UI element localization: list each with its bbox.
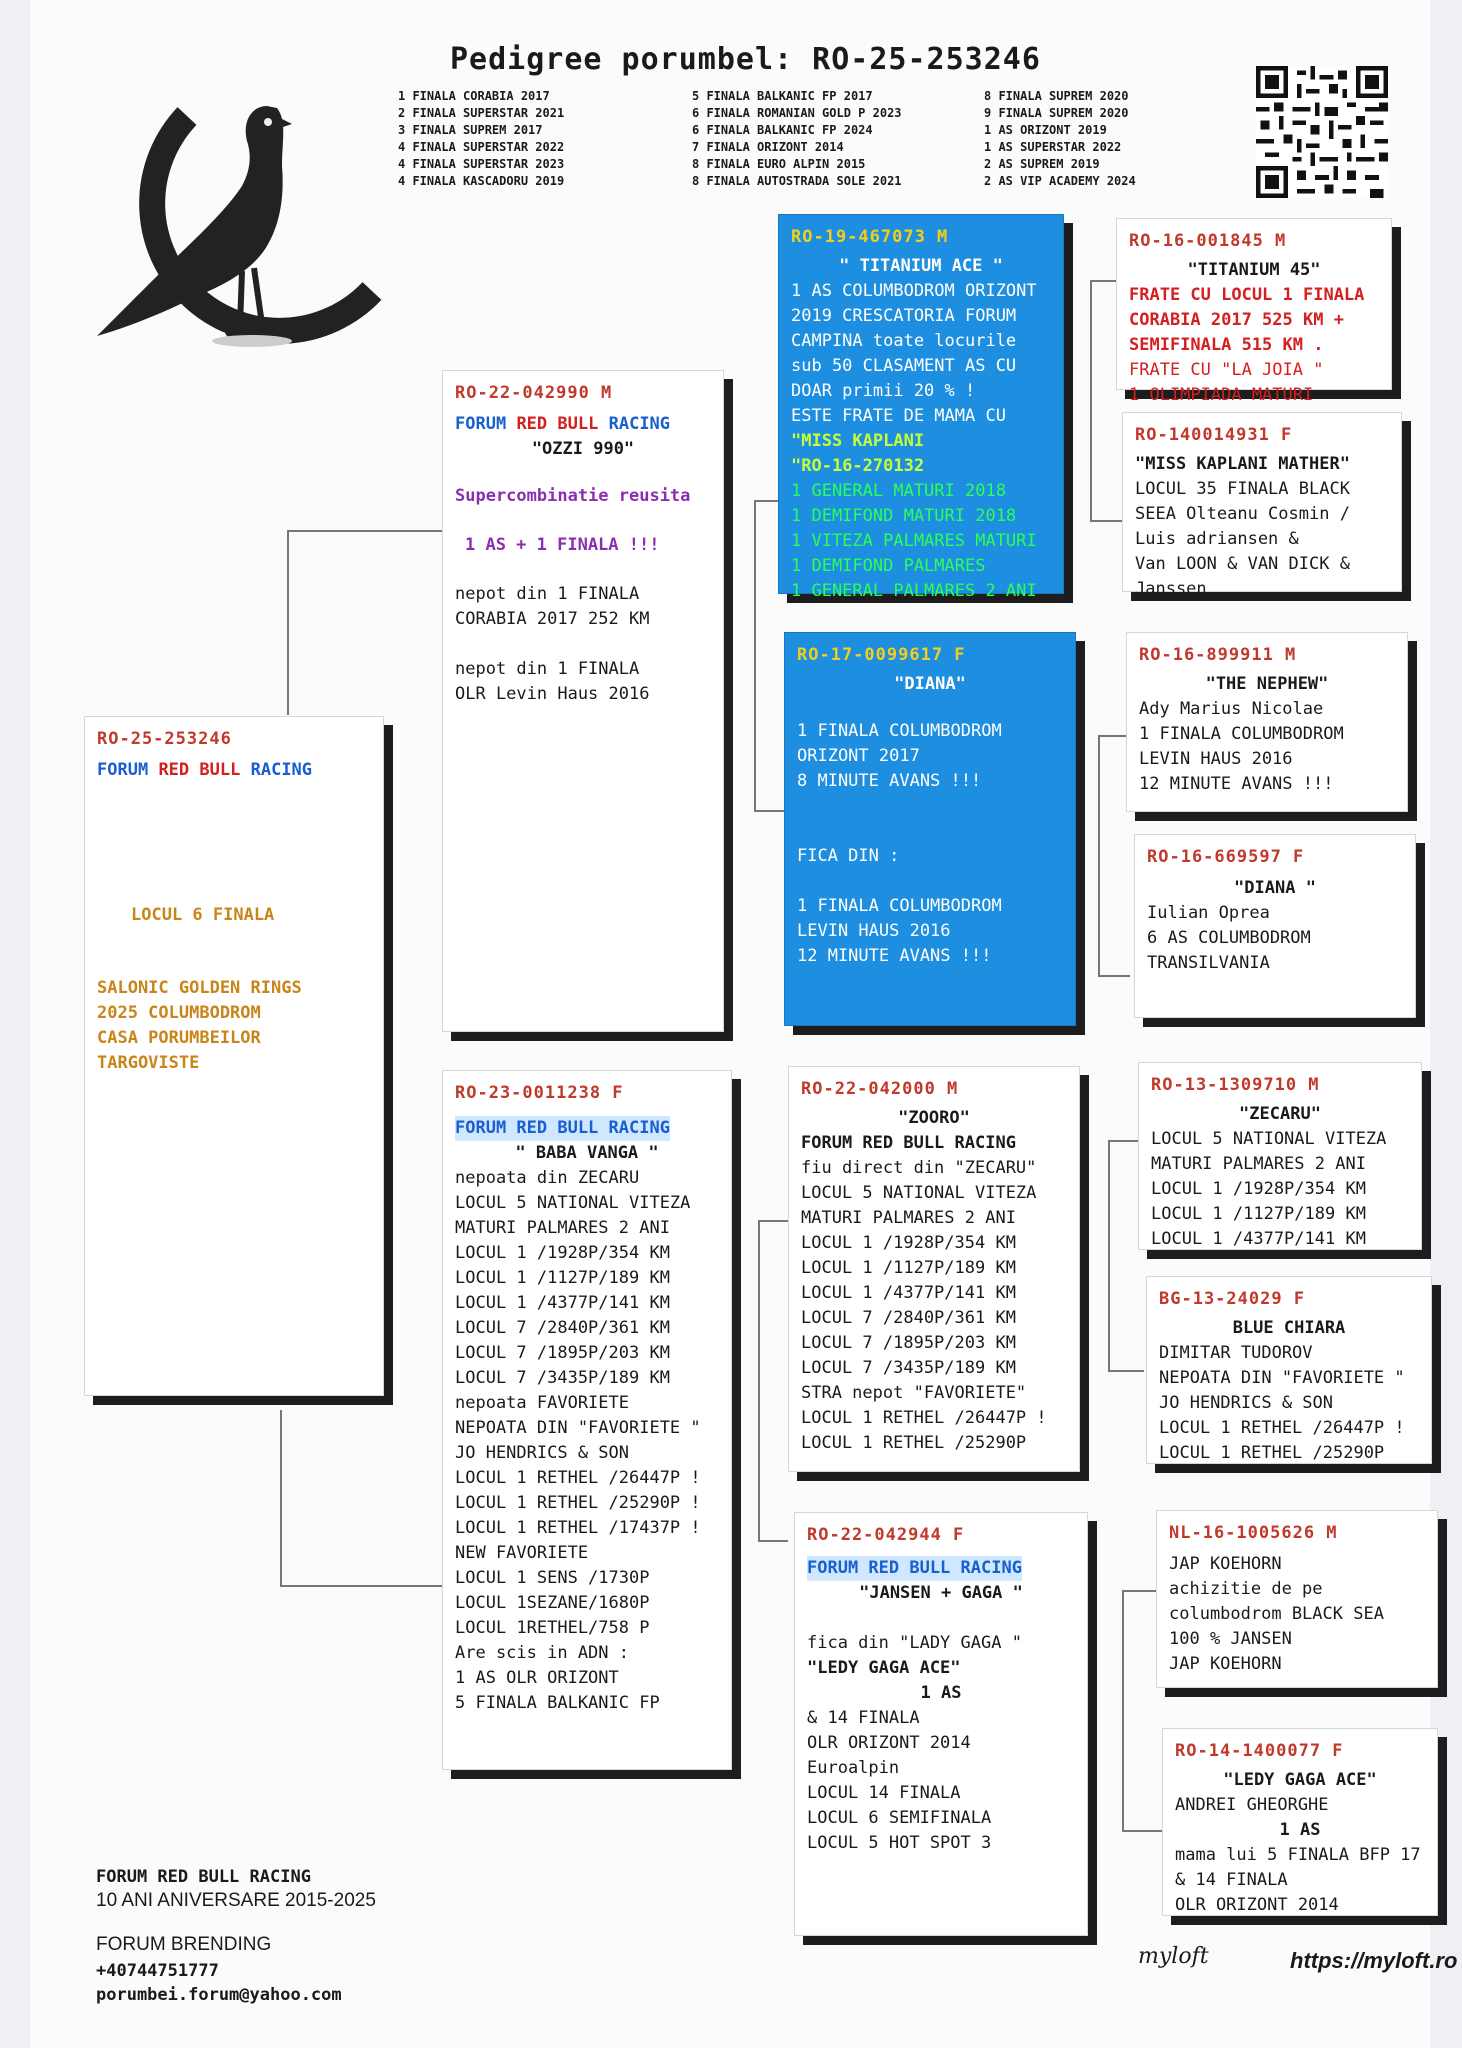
footer-brand: FORUM RED BULL RACING <box>96 1867 311 1887</box>
connector-line <box>754 500 779 502</box>
text-line: LOCUL 5 NATIONAL VITEZA <box>455 1193 691 1213</box>
text-line: 1 GENERAL MATURI 2018 <box>791 481 1006 501</box>
pigeon-name: "LEDY GAGA ACE" <box>1223 1770 1377 1790</box>
connector-line <box>1098 735 1100 975</box>
connector-line <box>287 530 447 532</box>
sds-card <box>1126 632 1408 812</box>
dam-dam-card <box>794 1512 1088 1936</box>
pigeon-name: "DIANA " <box>1234 878 1316 898</box>
text-line: MATURI PALMARES 2 ANI <box>801 1208 1016 1228</box>
footer-phone: +40744751777 <box>96 1961 219 1981</box>
ring-number: RO-19-467073 M <box>791 227 949 247</box>
pigeon-name-2: "LEDY GAGA ACE" <box>807 1658 961 1678</box>
text-line: LOCUL 1 /1127P/189 KM <box>801 1258 1016 1278</box>
text-line: Janssen <box>1135 579 1207 599</box>
pigeon-name: "JANSEN + GAGA " <box>859 1583 1023 1603</box>
ring-number: RO-16-001845 M <box>1129 231 1287 251</box>
text-line: LOCUL 7 /3435P/189 KM <box>455 1368 670 1388</box>
dss-card <box>1138 1062 1422 1250</box>
brand-word: RED <box>516 414 548 434</box>
text-line: "RO-16-270132 <box>791 456 925 476</box>
connector-line <box>1108 1140 1138 1142</box>
page-title: Pedigree porumbel: RO-25-253246 <box>450 42 1041 77</box>
connector-line <box>754 500 756 810</box>
text-line: 2019 CRESCATORIA FORUM <box>791 306 1017 326</box>
text-line: LOCUL 1 /1928P/354 KM <box>1151 1179 1366 1199</box>
text-line: LOCUL 5 HOT SPOT 3 <box>807 1833 992 1853</box>
text-line: fica din "LADY GAGA " <box>807 1633 1022 1653</box>
text-line: 12 MINUTE AVANS !!! <box>797 946 992 966</box>
brand-word: RED <box>158 760 190 780</box>
result-line: LOCUL 6 FINALA <box>131 905 275 925</box>
brand-line <box>455 412 711 437</box>
text-line: JO HENDRICS & SON <box>455 1443 629 1463</box>
result-item: 8 FINALA EURO ALPIN 2015 <box>692 157 866 171</box>
dds-card <box>1156 1510 1438 1688</box>
text-line: SEEA Olteanu Cosmin / <box>1135 504 1350 524</box>
pigeon-name: "MISS KAPLANI MATHER" <box>1135 454 1350 474</box>
text-line <box>807 1606 1075 1631</box>
sdd-card <box>1134 834 1416 1018</box>
text-line: LOCUL 1 RETHEL /25290P ! <box>455 1493 701 1513</box>
subject-pigeon-card <box>84 716 384 1396</box>
text-line: 1 FINALA COLUMBODROM <box>797 721 1002 741</box>
text-line: LOCUL 7 /1895P/203 KM <box>455 1343 670 1363</box>
ring-number: RO-140014931 F <box>1135 425 1293 445</box>
brand-line: FORUM RED BULL RACING <box>455 1116 670 1141</box>
text-line: LOCUL 7 /3435P/189 KM <box>801 1358 1016 1378</box>
result-item: 5 FINALA BALKANIC FP 2017 <box>692 89 873 103</box>
text-line <box>797 869 1063 894</box>
text-line: nepot din 1 FINALA <box>455 584 640 604</box>
text-line: LEVIN HAUS 2016 <box>797 921 951 941</box>
text-line: LOCUL 1 RETHEL /25290P <box>801 1433 1027 1453</box>
sire-dam-card <box>784 632 1076 1026</box>
myloft-logo: myloft <box>1138 1944 1209 1969</box>
text-line: ORIZONT 2017 <box>797 746 920 766</box>
brand-word: RACING <box>250 760 313 780</box>
text-line: JAP KOEHORN <box>1169 1654 1282 1674</box>
text-line: LOCUL 1 /4377P/141 KM <box>801 1283 1016 1303</box>
connector-line <box>1090 280 1092 520</box>
pigeon-name: "ZOORO" <box>898 1108 970 1128</box>
connector-line <box>1108 1140 1110 1370</box>
brand-word: BULL <box>557 414 599 434</box>
brand-word: FORUM <box>97 760 149 780</box>
footer-company: FORUM BRENDING <box>96 1934 272 1955</box>
pigeon-logo-icon <box>92 96 392 386</box>
text-line: DIMITAR TUDOROV <box>1159 1343 1313 1363</box>
brand-line <box>97 758 371 783</box>
text-line: 1 FINALA COLUMBODROM <box>1139 724 1344 744</box>
pigeon-name: " TITANIUM ACE " <box>839 256 1003 276</box>
sire-sire-card <box>778 214 1064 601</box>
text-line <box>797 794 1063 819</box>
text-line: 2025 COLUMBODROM <box>97 1003 261 1023</box>
text-line: 8 MINUTE AVANS !!! <box>797 771 982 791</box>
text-line <box>797 819 1063 844</box>
text-line: JO HENDRICS & SON <box>1159 1393 1333 1413</box>
text-line: LOCUL 7 /2840P/361 KM <box>801 1308 1016 1328</box>
dam-sire-card <box>788 1066 1080 1472</box>
myloft-url: https://myloft.ro <box>1290 1948 1458 1973</box>
result-item: 1 AS SUPERSTAR 2022 <box>984 140 1122 154</box>
brand-word: RACING <box>608 414 671 434</box>
result-item: 3 FINALA SUPREM 2017 <box>398 123 543 137</box>
as-line: 1 AS <box>920 1683 962 1703</box>
text-line: 1 VITEZA PALMARES MATURI <box>791 531 1037 551</box>
text-line: LOCUL 7 /2840P/361 KM <box>455 1318 670 1338</box>
text-line: & 14 FINALA <box>807 1708 920 1728</box>
text-line: LOCUL 7 /1895P/203 KM <box>801 1333 1016 1353</box>
text-line: 1 GENERAL PALMARES 2 ANI <box>791 581 1037 601</box>
result-item: 1 AS ORIZONT 2019 <box>984 123 1107 137</box>
dsd-card <box>1146 1276 1432 1464</box>
text-line: CAMPINA toate locurile <box>791 331 1017 351</box>
pigeon-name: " BABA VANGA " <box>515 1143 659 1163</box>
text-line: LOCUL 5 NATIONAL VITEZA <box>1151 1129 1387 1149</box>
text-line: LOCUL 1 RETHEL /17437P ! <box>455 1518 701 1538</box>
combo-line: Supercombinatie reusita <box>455 486 691 506</box>
text-line: LOCUL 1 RETHEL /26447P ! <box>1159 1418 1405 1438</box>
connector-line <box>1122 1590 1158 1592</box>
text-line: OLR ORIZONT 2014 <box>1175 1895 1339 1915</box>
text-line: nepoata din ZECARU <box>455 1168 640 1188</box>
text-line: TRANSILVANIA <box>1147 953 1270 973</box>
result-item: 6 FINALA BALKANIC FP 2024 <box>692 123 873 137</box>
connector-line <box>1122 1590 1124 1830</box>
connector-line <box>1090 520 1122 522</box>
pigeon-name: "TITANIUM 45" <box>1187 260 1321 280</box>
text-line: 1 FINALA COLUMBODROM <box>797 896 1002 916</box>
connector-line <box>280 1410 282 1585</box>
text-line: "MISS KAPLANI <box>791 431 925 451</box>
text-line: LOCUL 1 /1127P/189 KM <box>455 1268 670 1288</box>
text-line: SEMIFINALA 515 KM . <box>1129 335 1324 355</box>
text-line: & 14 FINALA <box>1175 1870 1288 1890</box>
results-column-2 <box>692 88 902 190</box>
result-item: 8 FINALA AUTOSTRADA SOLE 2021 <box>692 174 902 188</box>
text-line: LOCUL 35 FINALA BLACK <box>1135 479 1350 499</box>
text-line: CASA PORUMBEILOR <box>97 1028 261 1048</box>
text-line: LOCUL 1 RETHEL /26447P ! <box>801 1408 1047 1428</box>
result-item: 4 FINALA SUPERSTAR 2022 <box>398 140 565 154</box>
result-item: 6 FINALA ROMANIAN GOLD P 2023 <box>692 106 902 120</box>
text-line <box>455 632 711 657</box>
text-line: LOCUL 5 NATIONAL VITEZA <box>801 1183 1037 1203</box>
text-line: LOCUL 1 RETHEL /25290P <box>1159 1443 1385 1463</box>
ddd-card <box>1162 1728 1438 1916</box>
text-line: DOAR primii 20 % ! <box>791 381 976 401</box>
text-line: Are scis in ADN : <box>455 1643 629 1663</box>
result-item: 2 FINALA SUPERSTAR 2021 <box>398 106 565 120</box>
text-line: LOCUL 1SEZANE/1680P <box>455 1593 650 1613</box>
brand-line: FORUM RED BULL RACING <box>807 1556 1022 1581</box>
text-line: LOCUL 1 SENS /1730P <box>455 1568 650 1588</box>
text-line: Iulian Oprea <box>1147 903 1270 923</box>
sire-card <box>442 370 724 1032</box>
ssd-card <box>1122 412 1402 599</box>
pigeon-name: "DIANA" <box>894 674 966 694</box>
ring-number: NL-16-1005626 M <box>1169 1523 1338 1543</box>
text-line: nepoata FAVORIETE <box>455 1393 629 1413</box>
connector-line <box>754 810 784 812</box>
text-line: columbodrom BLACK SEA <box>1169 1604 1384 1624</box>
pigeon-name: "ZECARU" <box>1239 1104 1321 1124</box>
ring-number: RO-14-1400077 F <box>1175 1741 1344 1761</box>
text-line: 5 FINALA BALKANIC FP <box>455 1693 660 1713</box>
text-line: FRATE CU "LA JOIA " <box>1129 360 1324 380</box>
connector-line <box>1098 975 1130 977</box>
result-item: 8 FINALA SUPREM 2020 <box>984 89 1129 103</box>
connector-line <box>758 1220 760 1540</box>
connector-line <box>758 1220 788 1222</box>
connector-line <box>1098 735 1128 737</box>
ring-number: RO-23-0011238 F <box>455 1083 624 1103</box>
ring-number: RO-25-253246 <box>97 729 232 749</box>
connector-line <box>1090 280 1118 282</box>
text-line: CORABIA 2017 252 KM <box>455 609 650 629</box>
text-line: fiu direct din "ZECARU" <box>801 1158 1037 1178</box>
text-line: TARGOVISTE <box>97 1053 200 1073</box>
text-line: SALONIC GOLDEN RINGS <box>97 978 302 998</box>
result-item: 4 FINALA SUPERSTAR 2023 <box>398 157 565 171</box>
result-item: 1 FINALA CORABIA 2017 <box>398 89 550 103</box>
result-item: 4 FINALA KASCADORU 2019 <box>398 174 565 188</box>
text-line: LOCUL 1 /4377P/141 KM <box>455 1293 670 1313</box>
text-line: CORABIA 2017 525 KM + <box>1129 310 1344 330</box>
connector-line <box>1108 1370 1144 1372</box>
text-line: 1 DEMIFOND MATURI 2018 <box>791 506 1017 526</box>
text-line: JAP KOEHORN <box>1169 1554 1282 1574</box>
connector-line <box>758 1540 788 1542</box>
text-line: Van LOON & VAN DICK & <box>1135 554 1350 574</box>
text-line: LOCUL 1 RETHEL /26447P ! <box>455 1468 701 1488</box>
dam-card <box>442 1070 732 1770</box>
text-line: 12 MINUTE AVANS !!! <box>1139 774 1334 794</box>
text-line: LEVIN HAUS 2016 <box>1139 749 1293 769</box>
text-line: LOCUL 1 /4377P/141 KM <box>1151 1229 1366 1249</box>
connector-line <box>280 1585 445 1587</box>
text-line: LOCUL 1 /1928P/354 KM <box>455 1243 670 1263</box>
result-item: 2 AS VIP ACADEMY 2024 <box>984 174 1136 188</box>
text-line: sub 50 CLASAMENT AS CU <box>791 356 1017 376</box>
ring-number: RO-16-669597 F <box>1147 847 1305 867</box>
brand-line: FORUM RED BULL RACING <box>801 1133 1016 1153</box>
text-line: 6 AS COLUMBODROM <box>1147 928 1311 948</box>
footer-anniversary: 10 ANI ANIVERSARE 2015-2025 <box>96 1890 376 1911</box>
text-line: LOCUL 1RETHEL/758 P <box>455 1618 650 1638</box>
text-line: 100 % JANSEN <box>1169 1629 1292 1649</box>
text-line: STRA nepot "FAVORIETE" <box>801 1383 1027 1403</box>
brand-word: FORUM <box>455 414 507 434</box>
text-line: 1 AS OLR ORIZONT <box>455 1668 619 1688</box>
text-line: LOCUL 6 SEMIFINALA <box>807 1808 992 1828</box>
text-line: MATURI PALMARES 2 ANI <box>455 1218 670 1238</box>
ring-number: RO-22-042000 M <box>801 1079 959 1099</box>
text-line: LOCUL 1 /1127P/189 KM <box>1151 1204 1366 1224</box>
text-line: FICA DIN : <box>797 846 900 866</box>
text-line: FRATE CU LOCUL 1 FINALA <box>1129 285 1365 305</box>
text-line: NEPOATA DIN "FAVORIETE " <box>1159 1368 1405 1388</box>
text-line: ESTE FRATE DE MAMA CU <box>791 406 1006 426</box>
sss-card <box>1116 218 1392 405</box>
text-line: NEPOATA DIN "FAVORIETE " <box>455 1418 701 1438</box>
text-line: Euroalpin <box>807 1758 900 1778</box>
pigeon-name: "OZZI 990" <box>531 439 635 459</box>
connector-line <box>287 530 289 715</box>
text-line: 1 AS COLUMBODROM ORIZONT <box>791 281 1037 301</box>
ring-number: RO-17-0099617 F <box>797 645 966 665</box>
text-line: 1 DEMIFOND PALMARES <box>791 556 986 576</box>
results-column-3 <box>984 88 1136 190</box>
result-item: 2 AS SUPREM 2019 <box>984 157 1100 171</box>
connector-line <box>1122 1830 1162 1832</box>
text-line: ANDREI GHEORGHE <box>1175 1795 1329 1815</box>
as-line: 1 AS <box>1279 1820 1321 1840</box>
text-line: OLR ORIZONT 2014 <box>807 1733 971 1753</box>
pigeon-name: "THE NEPHEW" <box>1205 674 1329 694</box>
text-line: 1 OLIMPIADA MATURI <box>1129 385 1314 405</box>
qr-code-icon <box>1252 66 1392 198</box>
ring-number: RO-22-042990 M <box>455 383 613 403</box>
ring-number: RO-16-899911 M <box>1139 645 1297 665</box>
text-line: LOCUL 1 /1928P/354 KM <box>801 1233 1016 1253</box>
text-line: achizitie de pe <box>1169 1579 1323 1599</box>
pigeon-name: BLUE CHIARA <box>1232 1318 1346 1338</box>
result-item: 9 FINALA SUPREM 2020 <box>984 106 1129 120</box>
result-item: 7 FINALA ORIZONT 2014 <box>692 140 844 154</box>
text-line: Luis adriansen & <box>1135 529 1299 549</box>
brand-word: BULL <box>199 760 241 780</box>
results-column-1 <box>398 88 564 190</box>
footer-email: porumbei.forum@yahoo.com <box>96 1985 342 2005</box>
ring-number: RO-22-042944 F <box>807 1525 965 1545</box>
text-line: NEW FAVORIETE <box>455 1543 589 1563</box>
text-line: nepot din 1 FINALA <box>455 659 640 679</box>
ring-number: BG-13-24029 F <box>1159 1289 1306 1309</box>
text-line: MATURI PALMARES 2 ANI <box>1151 1154 1366 1174</box>
text-line: OLR Levin Haus 2016 <box>455 684 650 704</box>
text-line: Ady Marius Nicolae <box>1139 699 1324 719</box>
as-finala-line: 1 AS + 1 FINALA !!! <box>465 535 660 555</box>
text-line: mama lui 5 FINALA BFP 17 <box>1175 1845 1421 1865</box>
ring-number: RO-13-1309710 M <box>1151 1075 1320 1095</box>
text-line: LOCUL 14 FINALA <box>807 1783 961 1803</box>
